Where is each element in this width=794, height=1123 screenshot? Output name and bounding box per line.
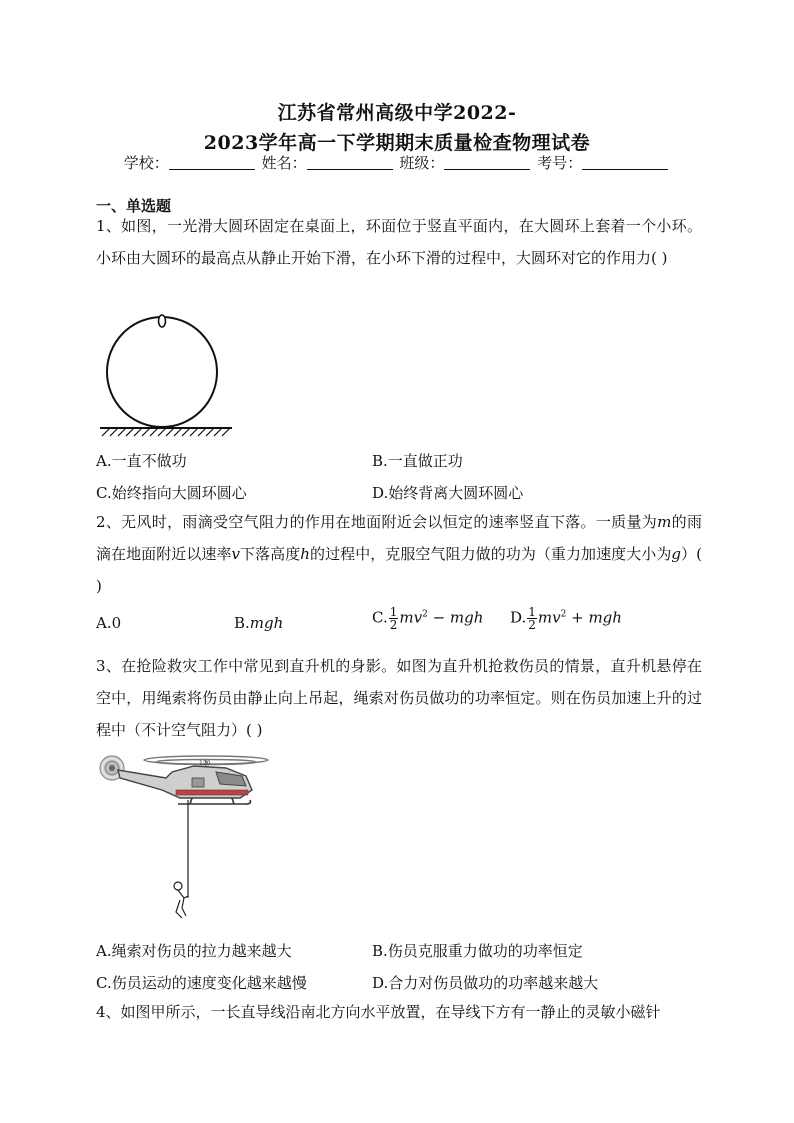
q2-option-a[interactable]: A.0 [96,614,122,632]
q2-option-b-label: B. [234,614,250,632]
section-title: 一、单选题 [96,197,172,215]
number-blank[interactable] [582,155,668,170]
q2-option-c-label: C. [372,608,388,627]
q2-option-d[interactable] [510,606,622,631]
injured-person-icon [174,882,188,918]
q2-option-d-mv: mv [537,608,561,627]
class-blank[interactable] [444,155,530,170]
q1-option-c[interactable]: C.始终指向大圆环圆心 [96,484,247,502]
helicopter-body [118,760,252,798]
q2-option-c[interactable] [372,606,483,631]
small-ring [159,315,166,327]
q3-option-b[interactable]: B.伤员克服重力做功的功率恒定 [372,942,583,960]
q2-text-part4: 的过程中，克服空气阻力做的功为（重力加速度大小为 [309,545,672,563]
fraction-numerator: 1 [389,605,398,619]
question-2-text [96,506,702,602]
question-1-text: 1、如图，一光滑大圆环固定在桌面上，环面位于竖直平面内，在大圆环上套着一个小环。小环由大圆环的最高点从静止开始下滑，在小环下滑的过程中，大圆环对它的作用力( ) [96,217,702,267]
q2-option-d-label: D. [510,608,527,627]
q2-text-part2: 的雨滴在地面附近以速率 [96,513,702,563]
student-info-line [0,152,794,173]
q2-mass-symbol: m [657,513,672,531]
large-ring [107,317,217,427]
q2-text-part1: 2、无风时，雨滴受空气阻力的作用在地面附近会以恒定的速率竖直下落。一质量为 [96,513,658,531]
q2-option-b[interactable] [234,614,283,632]
q1-option-a[interactable]: A.一直不做功 [96,452,187,470]
ring-on-table-figure [96,312,236,440]
q2-option-c-fraction [389,606,399,631]
q1-option-d[interactable]: D.始终背离大圆环圆心 [372,484,524,502]
school-blank[interactable] [169,155,255,170]
q2-option-d-fraction [527,606,537,631]
q2-option-b-expr: mgh [249,614,284,632]
fraction-denominator: 2 [528,618,536,632]
q2-option-d-rest: + mgh [566,608,622,627]
school-label: 学校： [123,154,169,172]
q2-option-d-exponent: 2 [560,609,567,620]
question-4-text: 4、如图甲所示，一长直导线沿南北方向水平放置，在导线下方有一静止的灵敏小磁针 [96,1003,661,1021]
q3-option-c[interactable]: C.伤员运动的速度变化越来越慢 [96,974,307,992]
q1-option-b[interactable]: B.一直做正功 [372,452,463,470]
table-hatching [102,428,230,436]
q2-option-c-mv: mv [399,608,423,627]
question-3-text: 3、在抢险救灾工作中常见到直升机的身影。如图为直升机抢救伤员的情景，直升机悬停在空中，用绳索将伤员由静止向上吊起，绳索对伤员做功的功率恒定。则在伤员加速上升的过程中（不计空气阻力）( ) [96,657,702,739]
name-blank[interactable] [307,155,393,170]
exam-title-line2: 2023学年高一下学期期末质量检查物理试卷 [203,132,591,154]
helicopter-rescue-figure [96,748,276,926]
q2-option-c-rest: − mgh [427,608,484,627]
q2-height-symbol: h [300,545,310,563]
q2-gravity-symbol: g [671,545,682,563]
class-label: 班级： [399,154,445,172]
svg-text:120: 120 [199,760,211,767]
fraction-denominator: 2 [389,618,398,632]
number-label: 考号： [537,154,583,172]
landing-skids [178,798,251,804]
q2-text-part3: 下落高度 [240,545,301,563]
name-label: 姓名： [261,154,307,172]
fraction-numerator: 1 [528,605,536,619]
exam-title-line1: 江苏省常州高级中学2022- [277,102,517,124]
q2-velocity-symbol: v [231,545,240,563]
q3-option-a[interactable]: A.绳索对伤员的拉力越来越大 [96,942,292,960]
q2-option-c-exponent: 2 [422,609,428,620]
q2-text-part5: ）( ) [96,545,702,595]
q3-option-d[interactable]: D.合力对伤员做功的功率越来越大 [372,974,599,992]
